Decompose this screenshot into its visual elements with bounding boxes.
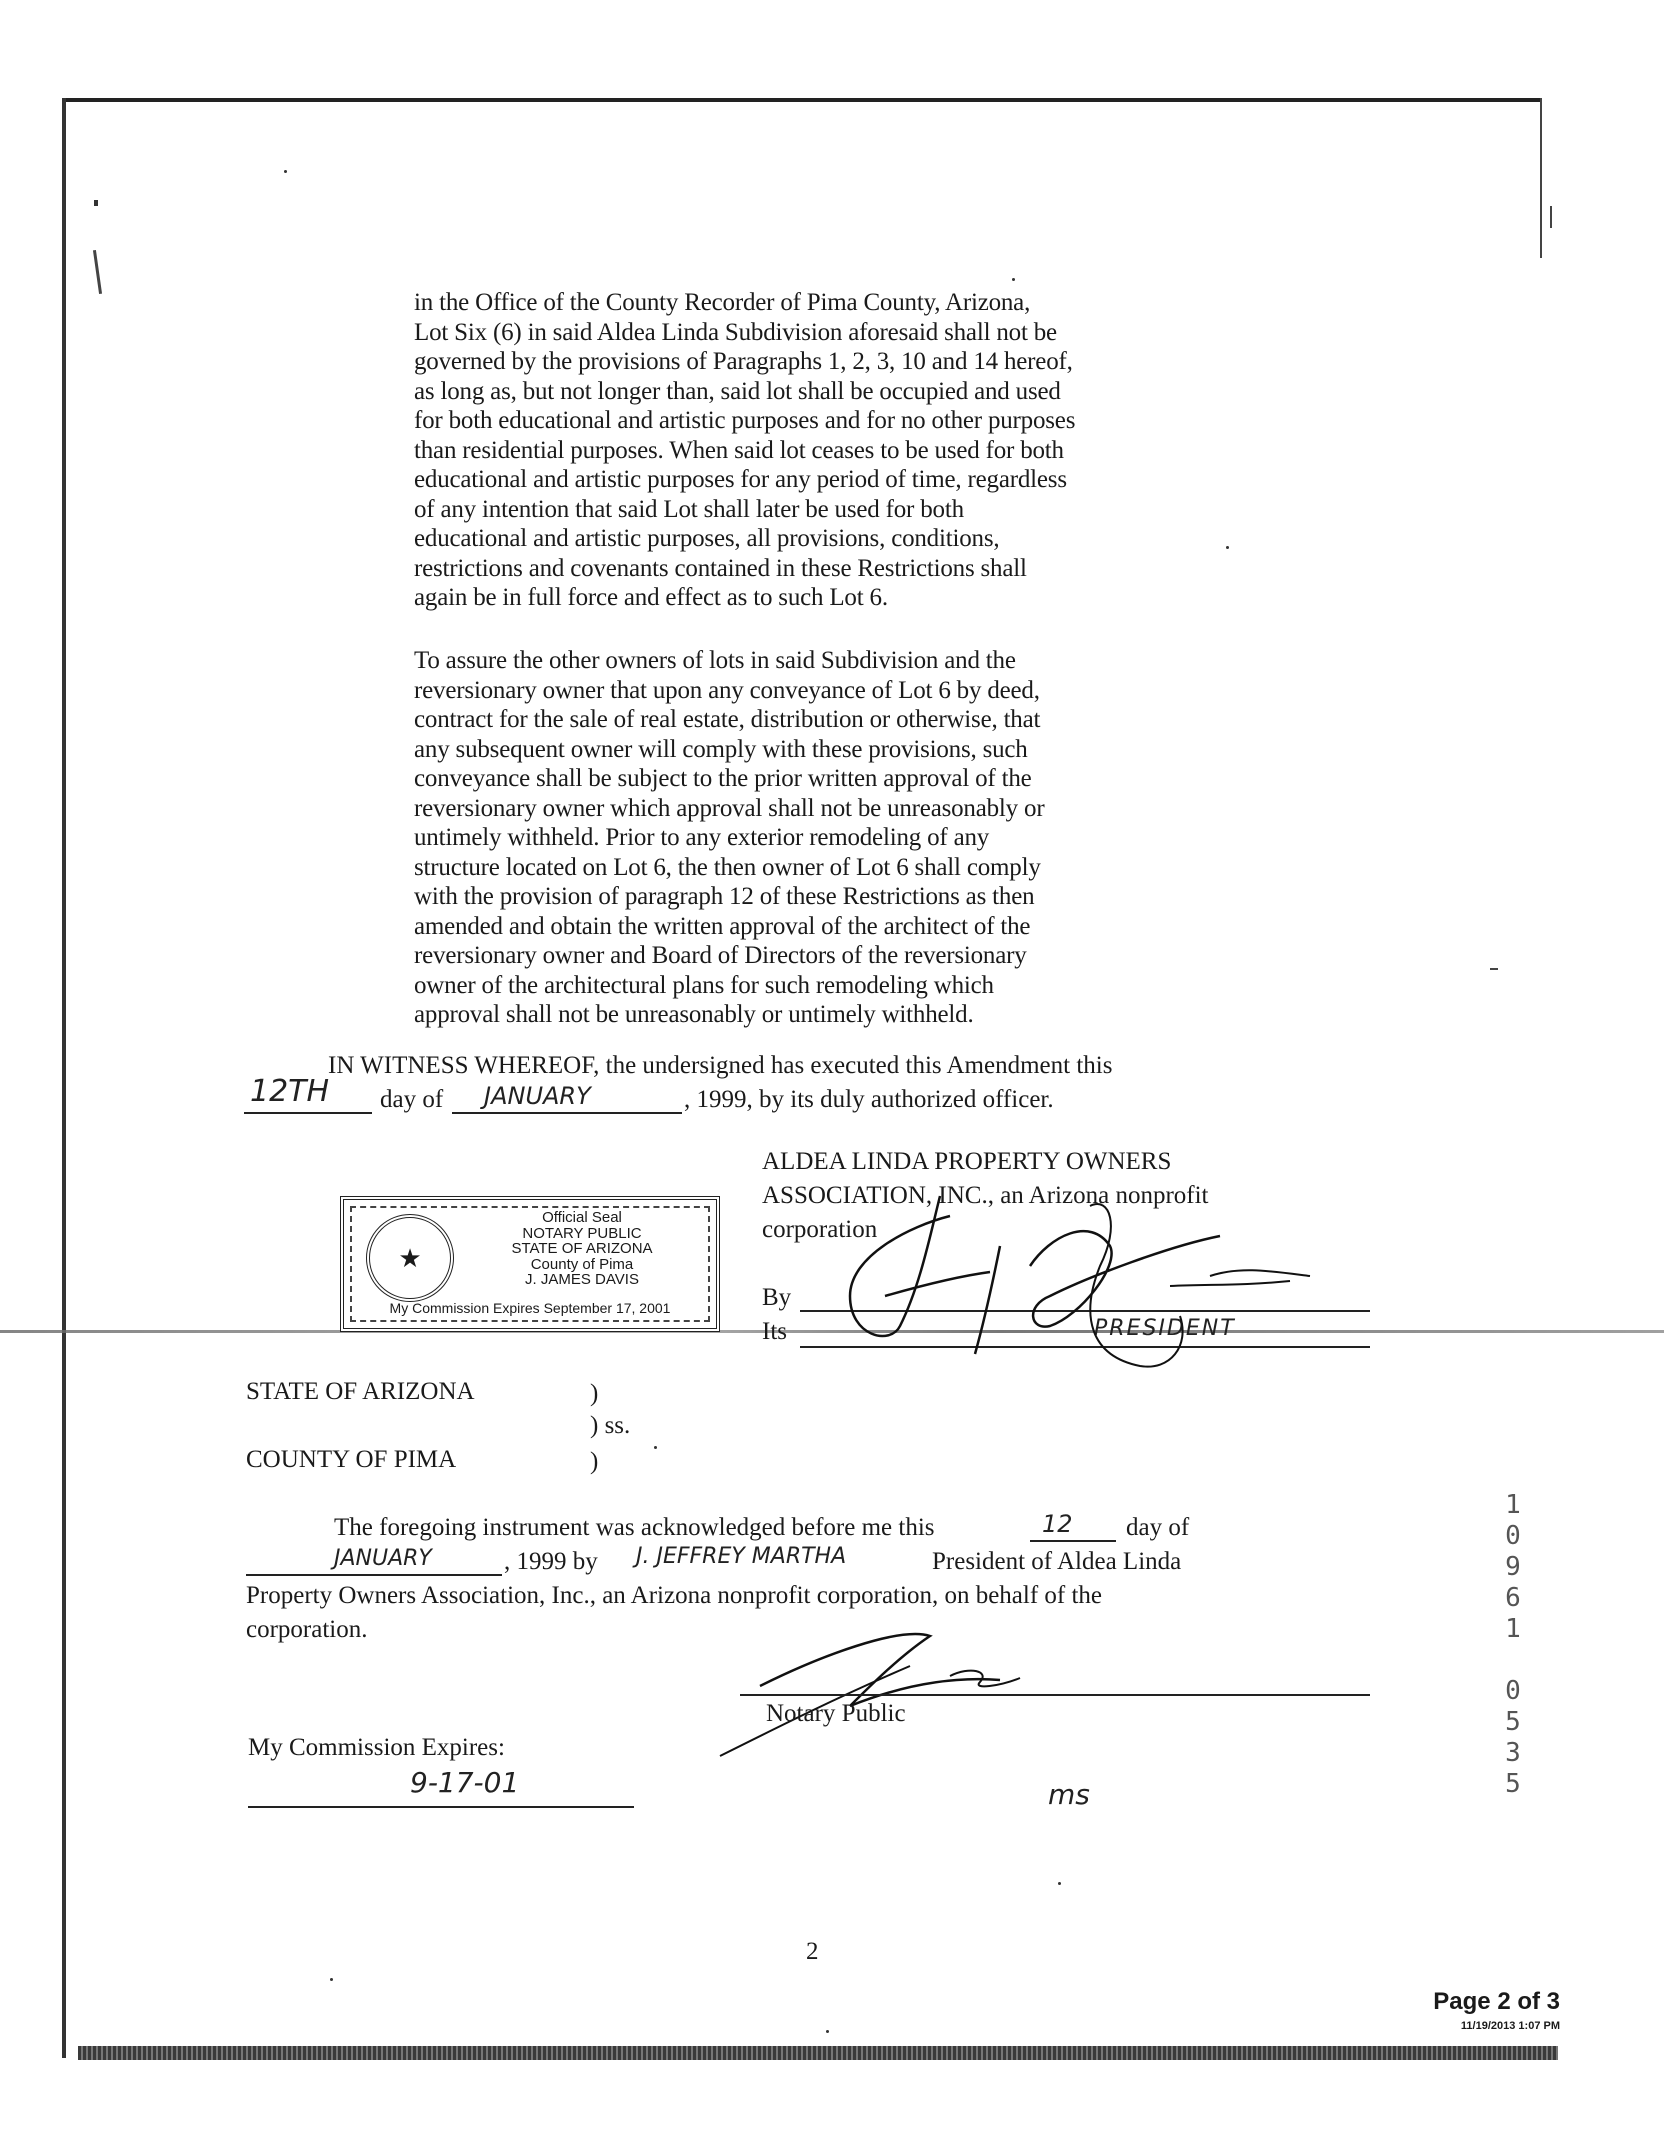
scan-speck bbox=[1012, 278, 1015, 281]
notary-public-label: Notary Public bbox=[766, 1700, 906, 1727]
notary-signature-line bbox=[740, 1694, 1370, 1696]
ack-month-line bbox=[246, 1574, 502, 1576]
seal-line-3: STATE OF ARIZONA bbox=[511, 1240, 653, 1257]
its-handwritten: PRESIDENT bbox=[1094, 1316, 1236, 1341]
scan-speck bbox=[1058, 1882, 1061, 1885]
witness-clause: IN WITNESS WHEREOF, the undersigned has executed this Amendment this bbox=[328, 1052, 1113, 1079]
seal-line-5: J. JAMES DAVIS bbox=[525, 1271, 639, 1288]
footer-page-label: Page 2 of 3 bbox=[1433, 1988, 1560, 2015]
scan-mark bbox=[94, 200, 98, 206]
state-seal-icon: ★ bbox=[366, 1214, 454, 1302]
witness-year: , 1999, by its duly authorized officer. bbox=[684, 1086, 1054, 1113]
seal-line-1: Official Seal bbox=[542, 1209, 622, 1226]
ack-text-2: President of Aldea Linda bbox=[932, 1548, 1182, 1575]
scan-speck bbox=[284, 170, 287, 173]
scan-speck bbox=[654, 1446, 657, 1449]
initials-handwritten: ms bbox=[1048, 1778, 1090, 1811]
commission-expires-label: My Commission Expires: bbox=[248, 1734, 505, 1761]
scan-mark bbox=[1550, 206, 1552, 228]
body-paragraph-1: in the Office of the County Recorder of Pima County, Arizona, Lot Six (6) in said Aldea Linda Subdivision aforesaid shall not be governed by the provisions of Paragraphs 1, 2, 3, 10 and 14 hereof, as long as, but not longer than, said lot shall be occupied and used for both educational and artistic purposes and for no other purposes than residential purposes. When said lot ceases to be used for both educational and artistic purposes for any period of time, regardless of any intention that said Lot shall later be used for both educational and artistic purposes, all provisions, conditions, restrictions and covenants contained in these Restrictions shall again be in full force and effect as to such Lot 6. bbox=[414, 289, 1076, 611]
recording-number-stamp: 1 0 9 6 1 0 5 3 5 bbox=[1505, 1490, 1521, 1799]
ack-month-handwritten: JANUARY bbox=[334, 1546, 432, 1571]
venue-state: STATE OF ARIZONA bbox=[246, 1378, 475, 1405]
ack-day-line bbox=[1030, 1540, 1116, 1542]
ack-year-by: , 1999 by bbox=[504, 1548, 598, 1575]
association-name-line3: corporation bbox=[762, 1216, 878, 1243]
scan-speck bbox=[330, 1978, 333, 1981]
venue-county: COUNTY OF PIMA bbox=[246, 1446, 457, 1473]
footer-timestamp: 11/19/2013 1:07 PM bbox=[1460, 2020, 1560, 2032]
witness-day-line bbox=[244, 1112, 372, 1114]
page-number: 2 bbox=[806, 1938, 819, 1965]
by-label: By bbox=[762, 1284, 792, 1311]
body-paragraph-2: To assure the other owners of lots in said Subdivision and the reversionary owner that upon any conveyance of Lot 6 by deed, contract for the sale of real estate, distribution or otherwise, that any subsequent owner will comply with these provisions, such conveyance shall be subject to the prior written approval of the reversionary owner which approval shall not be unreasonably or untimely withheld. Prior to any exterior remodeling of any structure located on Lot 6, the then owner of Lot 6 shall comply with the provision of paragraph 12 of these Restrictions as then amended and obtain the written approval of the architect of the reversionary owner and Board of Directors of the reversionary owner of the architectural plans for such remodeling which approval shall not be unreasonably or untimely withheld. bbox=[414, 647, 1045, 1028]
scan-mark bbox=[1490, 968, 1498, 970]
witness-month-line bbox=[452, 1112, 682, 1114]
ack-day-handwritten: 12 bbox=[1042, 1510, 1073, 1538]
seal-expiration: My Commission Expires September 17, 2001 bbox=[389, 1300, 671, 1316]
ack-text-4: corporation. bbox=[246, 1616, 368, 1643]
notary-seal bbox=[340, 1196, 720, 1332]
venue-paren-1: ) bbox=[590, 1380, 599, 1407]
seal-line-2: NOTARY PUBLIC bbox=[522, 1224, 642, 1242]
page-border-top bbox=[62, 98, 1542, 102]
ack-text-3: Property Owners Association, Inc., an Arizona nonprofit corporation, on behalf of the bbox=[246, 1582, 1103, 1609]
commission-date-handwritten: 9-17-01 bbox=[410, 1766, 520, 1799]
ack-day-of: day of bbox=[1126, 1514, 1190, 1541]
its-label: Its bbox=[762, 1318, 787, 1345]
scan-mark bbox=[93, 250, 102, 294]
seal-line-4: County of Pima bbox=[530, 1255, 634, 1273]
scan-speck bbox=[826, 2030, 829, 2033]
president-signature bbox=[790, 1176, 1350, 1376]
page-border-left bbox=[62, 98, 66, 2058]
venue-paren-3: ) bbox=[590, 1448, 599, 1475]
witness-month-handwritten: JANUARY bbox=[484, 1082, 591, 1110]
venue-ss: ) ss. bbox=[590, 1412, 631, 1439]
ack-text-1: The foregoing instrument was acknowledged before me this bbox=[334, 1514, 935, 1541]
notary-seal-text bbox=[462, 1210, 702, 1288]
ack-name-handwritten: J. JEFFREY MARTHA bbox=[636, 1544, 847, 1569]
page-border-right bbox=[1540, 98, 1542, 258]
witness-day-of: day of bbox=[380, 1086, 444, 1113]
commission-date-line bbox=[248, 1806, 634, 1808]
notary-signature bbox=[700, 1616, 1060, 1766]
association-name-line1: ALDEA LINDA PROPERTY OWNERS bbox=[762, 1148, 1172, 1175]
witness-day-handwritten: 12TH bbox=[250, 1074, 330, 1109]
association-name-line2: ASSOCIATION, INC., an Arizona nonprofit bbox=[762, 1182, 1209, 1209]
page-border-bottom bbox=[78, 2046, 1558, 2060]
